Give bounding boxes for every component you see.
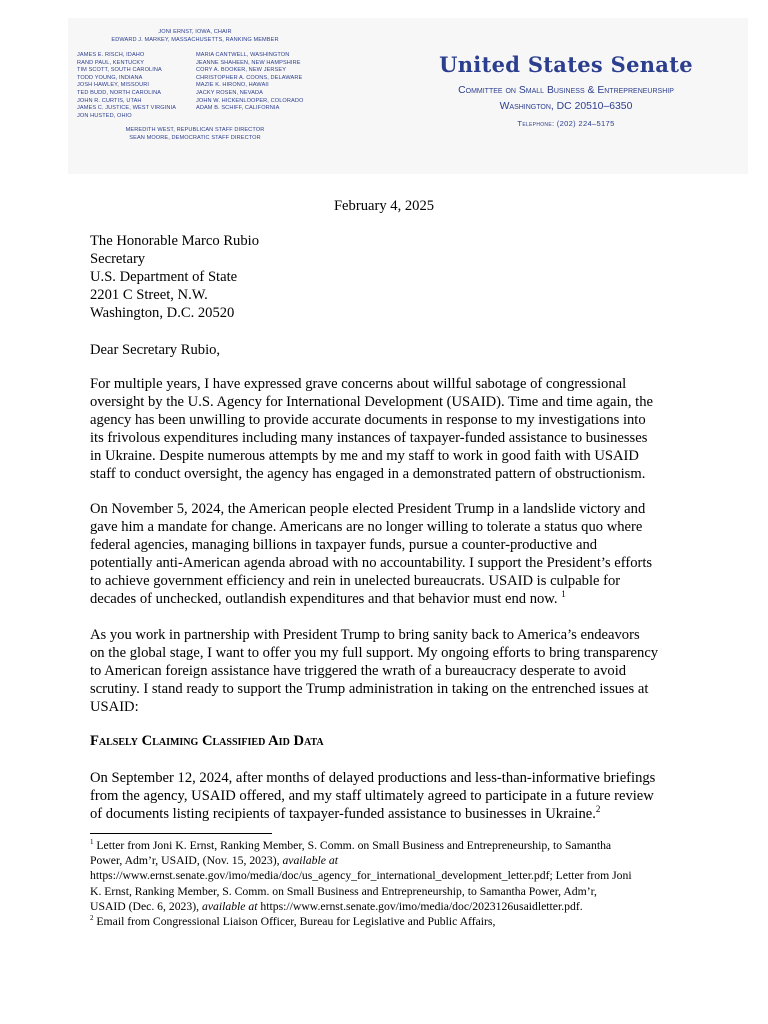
member-name: JAMES C. JUSTICE, WEST VIRGINIA <box>77 105 177 112</box>
committee-city: Washington, DC 20510–6350 <box>499 101 633 112</box>
footnote-2-line <box>90 914 690 929</box>
member-name: JACKY ROSEN, NEVADA <box>196 89 263 96</box>
staff-directors <box>70 127 320 142</box>
letter-date: February 4, 2025 <box>333 198 435 214</box>
paragraph-line: On September 12, 2024, after months of delayed productions and less-than-informative briefings <box>90 770 656 786</box>
member-name: TED BUDD, NORTH CAROLINA <box>77 89 162 96</box>
minority-members-list <box>196 52 321 113</box>
committee-leadership <box>70 29 320 44</box>
footnote-text: Email from Congressional Liaison Officer, Bureau for Legislative and Public Affairs, <box>96 915 496 929</box>
footnote-link[interactable]: https://www.ernst.senate.gov/imo/media/doc/2023126usaidletter.pdf. <box>260 899 583 913</box>
majority-members-list <box>77 52 197 120</box>
footnote-1-line <box>90 899 690 914</box>
paragraph-line: gave him a mandate for change. Americans are no longer willing to tolerate a status quo where <box>90 519 643 535</box>
paragraph-line: in Ukraine. Despite numerous attempts by me and my staff to work in good faith with USAID <box>90 448 639 464</box>
paragraph-line: For multiple years, I have expressed grave concerns about willful sabotage of congressional <box>90 376 627 392</box>
united-states-senate-title: United States Senate <box>439 52 693 77</box>
member-name: JOHN R. CURTIS, UTAH <box>77 97 142 104</box>
paragraph-line: agency has been unwilling to provide accurate documents in response to my investigations into <box>90 412 646 428</box>
paragraph-line: On November 5, 2024, the American people elected President Trump in a landslide victory and <box>90 501 646 517</box>
footnote-text: Power, Adm’r, USAID, (Nov. 15, 2023) <box>90 854 277 868</box>
address-line: 2201 C Street, N.W. <box>90 287 208 303</box>
paragraph-line: potentially anti-American agenda abroad with no accountability. I support the President’s efforts <box>90 555 653 571</box>
chair-line: JONI ERNST, IOWA, CHAIR <box>158 29 232 35</box>
paragraph-2 <box>90 500 690 608</box>
committee-info <box>418 83 714 133</box>
member-name: MARIA CANTWELL, WASHINGTON <box>196 52 290 58</box>
paragraph-3 <box>90 626 690 716</box>
paragraph-line <box>90 805 690 823</box>
footnote-1-link-line[interactable]: https://www.ernst.senate.gov/imo/media/doc/us_agency_for_international_development_letter.pdf; Letter from Joni <box>90 869 632 883</box>
paragraph-line: USAID: <box>90 699 139 715</box>
member-name: JOHN W. HICKENLOOPER, COLORADO <box>196 97 304 104</box>
paragraph-line: to achieve government efficiency and rein in unelected bureaucrats. USAID is culpable for <box>90 573 621 589</box>
committee-phone: Telephone: (202) 224–5175 <box>517 119 615 128</box>
paragraph-line-text: of documents listing recipients of taxpayer-funded assistance to businesses in Ukraine. <box>90 806 596 822</box>
member-name: JEANNE SHAHEEN, NEW HAMPSHIRE <box>196 59 301 66</box>
footnote-1-line <box>90 838 690 853</box>
salutation: Dear Secretary Rubio, <box>90 342 221 358</box>
paragraph-line: on the global stage, I want to offer you my full support. My ongoing efforts to bring transparency <box>90 645 659 661</box>
address-line: Secretary <box>90 251 146 267</box>
member-name: JOSH HAWLEY, MISSOURI <box>77 82 150 89</box>
committee-name: Committee on Small Business & Entrepreneurship <box>458 85 674 96</box>
paragraph-line: from the agency, USAID offered, and my staff ultimately agreed to participate in a future review <box>90 788 654 804</box>
address-line: Washington, D.C. 20520 <box>90 305 235 321</box>
member-name: MAZIE K. HIRONO, HAWAII <box>196 82 269 89</box>
member-name: TODD YOUNG, INDIANA <box>77 74 143 81</box>
paragraph-line: staff to conduct oversight, the agency has engaged in a demonstrated pattern of obstructionism. <box>90 466 646 482</box>
paragraph-line: federal agencies, managing billions in taxpayer funds, pursue a counter-productive and <box>90 537 598 553</box>
footnote-separator <box>90 833 272 834</box>
ranking-member-line: EDWARD J. MARKEY, MASSACHUSETTS, RANKING MEMBER <box>111 36 279 43</box>
address-line: U.S. Department of State <box>90 269 238 285</box>
republican-staff-director: MEREDITH WEST, REPUBLICAN STAFF DIRECTOR <box>125 127 265 133</box>
democratic-staff-director: SEAN MOORE, DEMOCRATIC STAFF DIRECTOR <box>129 134 261 141</box>
paragraph-line-text: decades of unchecked, outlandish expenditures and that behavior must end now. <box>90 591 558 607</box>
footnote-text: Letter from Joni K. Ernst, Ranking Member, S. Comm. on Small Business and Entrepreneurship, to Samantha <box>96 839 612 852</box>
footnote-reference-2[interactable]: 2 <box>595 804 601 815</box>
footnotes <box>90 838 690 929</box>
recipient-address <box>90 232 690 322</box>
address-line: The Honorable Marco Rubio <box>90 233 259 249</box>
paragraph-line: oversight by the U.S. Agency for International Development (USAID). Time and time again, the <box>90 394 653 410</box>
member-name: RAND PAUL, KENTUCKY <box>77 59 145 66</box>
paragraph-line: to American foreign assistance have triggered the wrath of a bureaucracy desperate to avoid <box>90 663 627 679</box>
footnote-1-number: 1 <box>90 838 94 847</box>
member-name: ADAM B. SCHIFF, CALIFORNIA <box>196 105 280 112</box>
member-name: TIM SCOTT, SOUTH CAROLINA <box>77 67 162 74</box>
paragraph-line: its frivolous expenditures including many instances of taxpayer-funded assistance to businesses <box>90 430 648 446</box>
footnote-1-line: K. Ernst, Ranking Member, S. Comm. on Small Business and Entrepreneurship, to Samantha Power, Adm’r, <box>90 884 597 898</box>
member-name: JAMES E. RISCH, IDAHO <box>77 52 145 58</box>
member-name: CORY A. BOOKER, NEW JERSEY <box>196 67 287 74</box>
paragraph-line <box>90 590 690 608</box>
footnote-text: USAID (Dec. 6, 2023), <box>90 899 200 913</box>
member-name: JON HUSTED, OHIO <box>77 112 132 119</box>
footnote-italic-text: , available at <box>276 854 338 868</box>
footnote-reference-1[interactable]: 1 <box>561 589 566 600</box>
footnote-2-number: 2 <box>90 914 94 923</box>
section-heading: Falsely Claiming Classified Aid Data <box>90 733 324 749</box>
member-name: CHRISTOPHER A. COONS, DELAWARE <box>196 74 303 81</box>
paragraph-4 <box>90 769 690 823</box>
footnote-italic-text: available at <box>201 899 258 913</box>
paragraph-1 <box>90 375 690 483</box>
paragraph-line: As you work in partnership with President Trump to bring sanity back to America’s endeavors <box>90 627 640 643</box>
paragraph-line: scrutiny. I stand ready to support the Trump administration in taking on the entrenched issues at <box>90 681 649 697</box>
footnote-1-line <box>90 853 690 868</box>
